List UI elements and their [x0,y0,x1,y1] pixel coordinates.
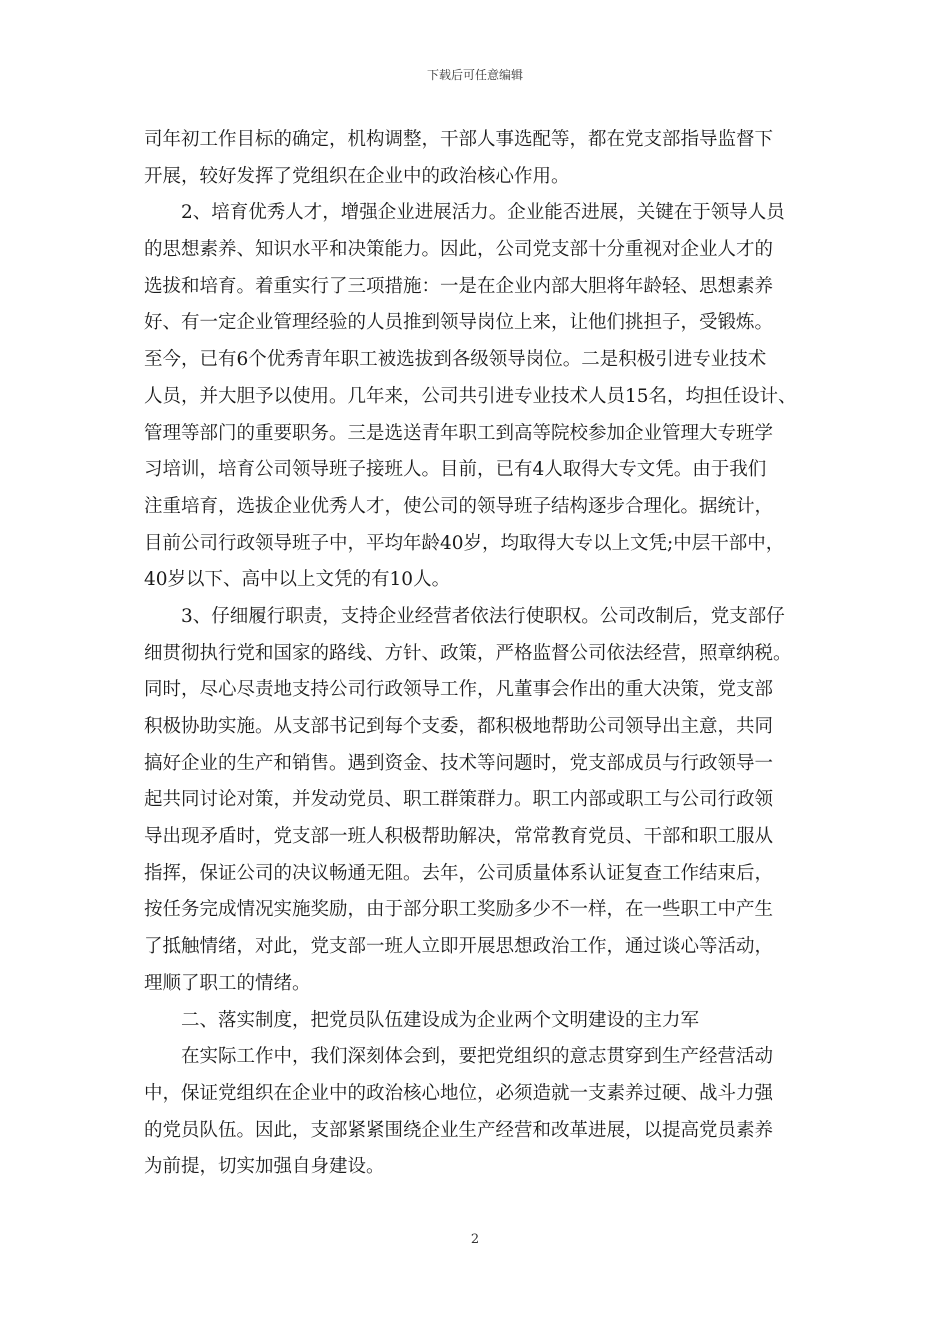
text-line: 开展，较好发挥了党组织在企业中的政治核心作用。 [144,165,570,187]
text-line: 同时，尽心尽责地支持公司行政领导工作，凡董事会作出的重大决策，党支部 [144,679,774,701]
text-line: 3、仔细履行职责，支持企业经营者依法行使职权。公司改制后，党支部仔 [181,605,785,627]
paragraph-heading-line: 2、培育优秀人才，增强企业进展活力。企业能否进展，关键在于领导人员 [181,202,785,224]
text-line: 的思想素养、知识水平和决策能力。因此，公司党支部十分重视对企业人才的 [144,239,774,261]
text-line: 搞好企业的生产和销售。遇到资金、技术等问题时，党支部成员与行政领导一 [144,752,774,774]
text-line: 了抵触情绪，对此，党支部一班人立即开展思想政治工作，通过谈心等活动， [144,936,774,958]
text-line: 好、有一定企业管理经验的人员推到领导岗位上来，让他们挑担子，受锻炼。 [144,312,774,334]
text-line: 为前提，切实加强自身建设。 [144,1156,385,1178]
text-line: 起共同讨论对策，并发动党员、职工群策群力。职工内部或职工与公司行政领 [144,789,774,811]
text-line: 选拔和培育。着重实行了三项措施：一是在企业内部大胆将年龄轻、思想素养 [144,275,774,297]
text-line: 至今，已有6个优秀青年职工被选拔到各级领导岗位。二是积极引进专业技术 [144,349,767,371]
text-line: 按任务完成情况实施奖励，由于部分职工奖励多少不一样，在一些职工中产生 [144,899,774,921]
page-header: 下载后可任意编辑 [426,68,523,82]
text-line: 习培训，培育公司领导班子接班人。目前，已有4人取得大专文凭。由于我们 [144,459,767,481]
document-body [144,122,808,1186]
text-line: 管理等部门的重要职务。三是选送青年职工到高等院校参加企业管理大专班学 [144,422,774,444]
text-line: 中，保证党组织在企业中的政治核心地位，必须造就一支素养过硬、战斗力强 [144,1082,774,1104]
section-heading-line: 二、落实制度，把党员队伍建设成为企业两个文明建设的主力军 [181,1009,700,1031]
text-line: 目前公司行政领导班子中，平均年龄40岁，均取得大专以上文凭;中层干部中， [144,532,785,554]
page-number: 2 [470,1232,480,1247]
text-line: 积极协助实施。从支部书记到每个支委，都积极地帮助公司领导出主意，共同 [144,716,774,737]
text-line: 导出现矛盾时，党支部一班人积极帮助解决，常常教育党员、干部和职工服从 [144,826,774,848]
text-line: 细贯彻执行党和国家的路线、方针、政策，严格监督公司依法经营，照章纳税。 [144,642,792,664]
text-line: 理顺了职工的情绪。 [144,972,311,994]
text-line: 的党员队伍。因此，支部紧紧围绕企业生产经营和改革进展，以提高党员素养 [144,1119,774,1141]
text-line: 40岁以下、高中以上文凭的有10人。 [144,569,451,591]
text-line: 司年初工作目标的确定，机构调整，干部人事选配等，都在党支部指导监督下 [144,129,774,150]
text-line: 注重培育，选拔企业优秀人才，使公司的领导班子结构逐步合理化。据统计， [144,495,774,517]
paragraph-start-line: 在实际工作中，我们深刻体会到，要把党组织的意志贯穿到生产经营活动 [181,1046,774,1068]
text-line: 指挥，保证公司的决议畅通无阻。去年，公司质量体系认证复查工作结束后， [144,862,774,884]
text-line: 人员，并大胆予以使用。几年来，公司共引进专业技术人员15名，均担任设计、 [144,385,797,407]
